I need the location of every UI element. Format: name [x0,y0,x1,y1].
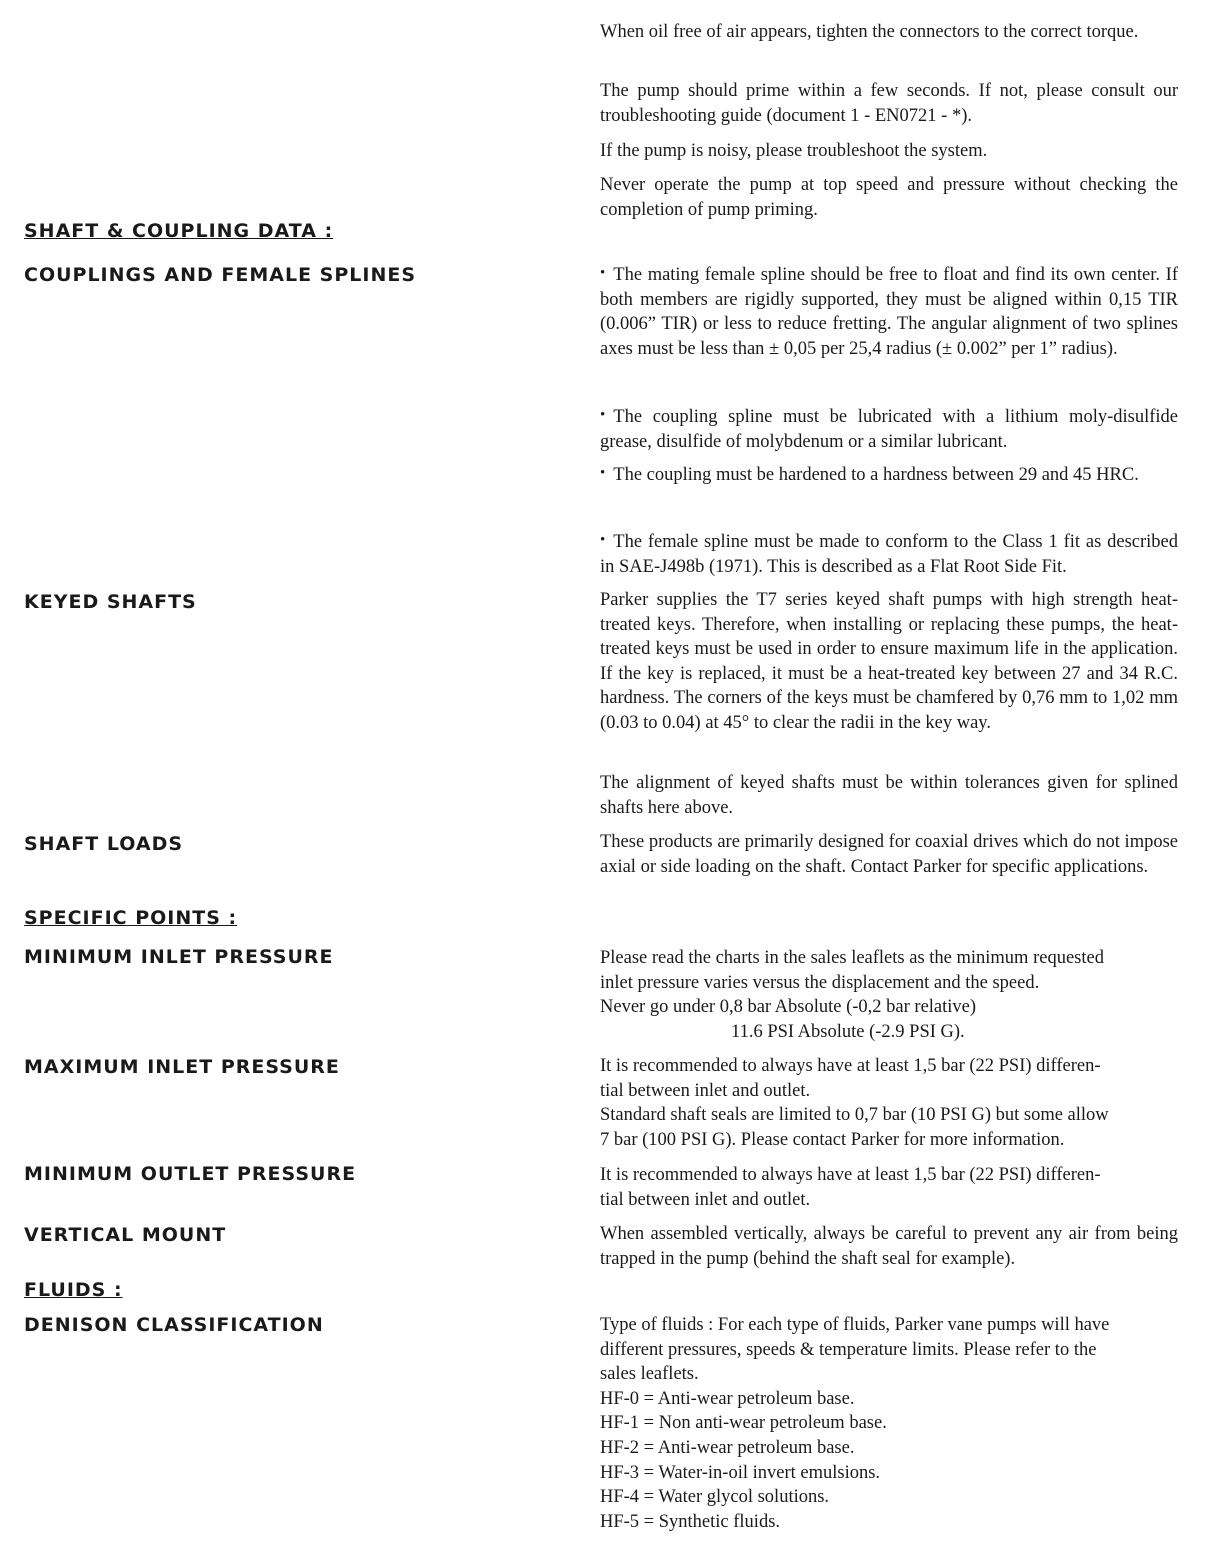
coupling-bullet-2: • The coupling spline must be lubricated with a lithium moly-disulfide grease, disulfide of molybdenum or a similar lubricant. [600,407,1178,452]
label-shaft-loads: SHAFT LOADS [24,833,184,855]
fluid-class-hf0: HF-0 = Anti-wear petroleum base. [600,1388,855,1409]
label-keyed-shafts: KEYED SHAFTS [24,591,197,613]
fluid-class-hf1: HF-1 = Non anti-wear petroleum base. [600,1413,887,1434]
intro-paragraph-1: When oil free of air appears, tighten the connectors to the correct torque. [600,22,1139,42]
keyed-shafts-paragraph-2: The alignment of keyed shafts must be within tolerances given for splined shafts here above. [600,773,1178,818]
intro-paragraph-2: The pump should prime within a few seconds. If not, please consult our troubleshooting guide (document 1 - EN0721 - *). [600,81,1178,126]
section-heading-specific-points: SPECIFIC POINTS : [24,907,238,929]
section-heading-fluids: FLUIDS : [24,1279,123,1301]
fluid-class-hf3: HF-3 = Water-in-oil invert emulsions. [600,1462,881,1483]
maximum-inlet-pressure-text: It is recommended to always have at least 1,5 bar (22 PSI) differen- tial between inlet and outlet. Standard shaft seals are limited to 0,7 bar (10 PSI G) but some allow 7 bar (100 PSI G). Please contact Parker for more information. [600,1056,1109,1150]
coupling-bullet-1: • The mating female spline should be free to float and find its own center. If both members are rigidly supported, they must be aligned within 0,15 TIR (0.006” TIR) or less to reduce fretting. The angular alignment of two splines axes must be less than ± 0,05 per 25,4 radius (± 0.002” per 1” radius). [600,265,1178,359]
label-denison-classification: DENISON CLASSIFICATION [24,1314,324,1336]
fluid-class-hf2: HF-2 = Anti-wear petroleum base. [600,1437,855,1458]
minimum-inlet-pressure-text: Please read the charts in the sales leaflets as the minimum requested inlet pressure varies versus the displacement and the speed. Never go under 0,8 bar Absolute (-0,2 bar relative) 11.6 PSI Absolute (-2.9 PSI G). [600,948,1104,1042]
fluid-class-hf5: HF-5 = Synthetic fluids. [600,1511,781,1532]
label-maximum-inlet-pressure: MAXIMUM INLET PRESSURE [24,1056,340,1078]
intro-paragraph-4: Never operate the pump at top speed and pressure without checking the completion of pump priming. [600,175,1178,220]
bullet-icon: • [600,407,606,423]
label-vertical-mount: VERTICAL MOUNT [24,1224,227,1246]
minimum-outlet-pressure-text: It is recommended to always have at least 1,5 bar (22 PSI) differen- tial between inlet and outlet. [600,1165,1101,1210]
vertical-mount-paragraph: When assembled vertically, always be careful to prevent any air from being trapped in the pump (behind the shaft seal for example). [600,1224,1178,1269]
label-couplings-female-splines: COUPLINGS AND FEMALE SPLINES [24,264,417,286]
denison-classification-text: Type of fluids : For each type of fluids, Parker vane pumps will have different pressures, speeds & temperature limits. Please refer to the sales leaflets. HF-0 = Anti-wear petroleum base. HF-1 = Non anti-wear petroleum base. HF-2 = Anti-wear petroleum base. HF-3 = Water-in-oil invert emulsions. HF-4 = Water glycol solutions. HF-5 = Synthetic fluids. [600,1313,1178,1534]
section-heading-shaft-coupling: SHAFT & COUPLING DATA : [24,220,334,242]
intro-paragraph-3: If the pump is noisy, please troubleshoot the system. [600,141,988,161]
bullet-icon: • [600,265,606,281]
bullet-icon: • [600,532,606,548]
label-minimum-outlet-pressure: MINIMUM OUTLET PRESSURE [24,1163,357,1185]
shaft-loads-paragraph: These products are primarily designed for coaxial drives which do not impose axial or side loading on the shaft. Contact Parker for specific applications. [600,832,1178,877]
keyed-shafts-paragraph-1: Parker supplies the T7 series keyed shaft pumps with high strength heat-treated keys. Therefore, when installing or replacing these pumps, the heat-treated keys must be used in order to ensure maximum life in the application. If the key is replaced, it must be a heat-treated key between 27 and 34 R.C. hardness. The corners of the keys must be chamfered by 0,76 mm to 1,02 mm (0.03 to 0.04) at 45° to clear the radii in the key way. [600,590,1178,733]
label-minimum-inlet-pressure: MINIMUM INLET PRESSURE [24,946,334,968]
bullet-icon: • [600,465,606,481]
coupling-bullet-4: • The female spline must be made to conform to the Class 1 fit as described in SAE-J498b (1971). This is described as a Flat Root Side Fit. [600,532,1178,577]
coupling-bullet-3: • The coupling must be hardened to a hardness between 29 and 45 HRC. [600,465,1139,485]
fluid-class-hf4: HF-4 = Water glycol solutions. [600,1487,830,1508]
